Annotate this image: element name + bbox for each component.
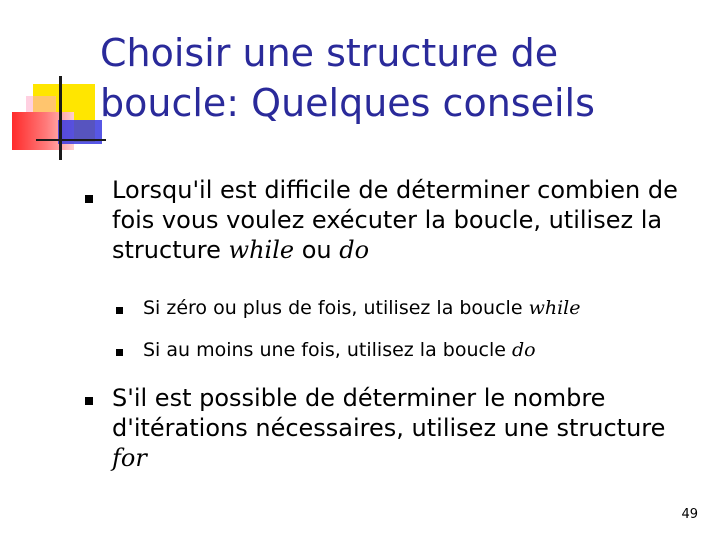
- bullet-1-line-2: fois vous voulez exécuter la boucle, utilisez la: [112, 206, 663, 234]
- title-line-1: Choisir une structure de: [100, 31, 559, 75]
- bullet-2-line-1: S'il est possible de déterminer le nombre: [112, 384, 606, 412]
- bullet-1-marker: [85, 195, 93, 203]
- page-number: 49: [681, 507, 698, 522]
- logo-vertical-line: [59, 76, 62, 160]
- keyword-for: for: [112, 444, 147, 472]
- keyword-while: while: [228, 236, 295, 264]
- slide-title: [100, 28, 700, 128]
- bullet-1-line-3: [112, 235, 678, 265]
- sub-bullet-1-keyword: while: [528, 297, 581, 319]
- bullet-1-line-3-prefix: structure: [112, 236, 229, 264]
- sub-bullet-2-label: Si au moins une fois, utilisez la boucle: [143, 339, 512, 361]
- bullet-2-marker: [85, 397, 93, 405]
- bullet-2-text: [112, 383, 665, 473]
- keyword-do: do: [339, 236, 370, 264]
- sub-bullet-2-marker: [116, 349, 123, 356]
- bullet-1-connector: ou: [294, 236, 340, 264]
- bullet-2-line-2: d'itérations nécessaires, utilisez une structure: [112, 414, 666, 442]
- logo-horizontal-line: [36, 139, 106, 141]
- title-line-2: boucle: Quelques conseils: [100, 81, 595, 125]
- bullet-1-text: [112, 175, 678, 265]
- sub-bullet-1-marker: [116, 307, 123, 314]
- sub-bullet-2-keyword: do: [511, 339, 536, 361]
- bullet-1-line-1: Lorsqu'il est difficile de déterminer combien de: [112, 176, 678, 204]
- sub-bullet-2-text: [143, 338, 536, 362]
- sub-bullet-1-label: Si zéro ou plus de fois, utilisez la boucle: [143, 297, 529, 319]
- sub-bullet-1-text: [143, 296, 580, 320]
